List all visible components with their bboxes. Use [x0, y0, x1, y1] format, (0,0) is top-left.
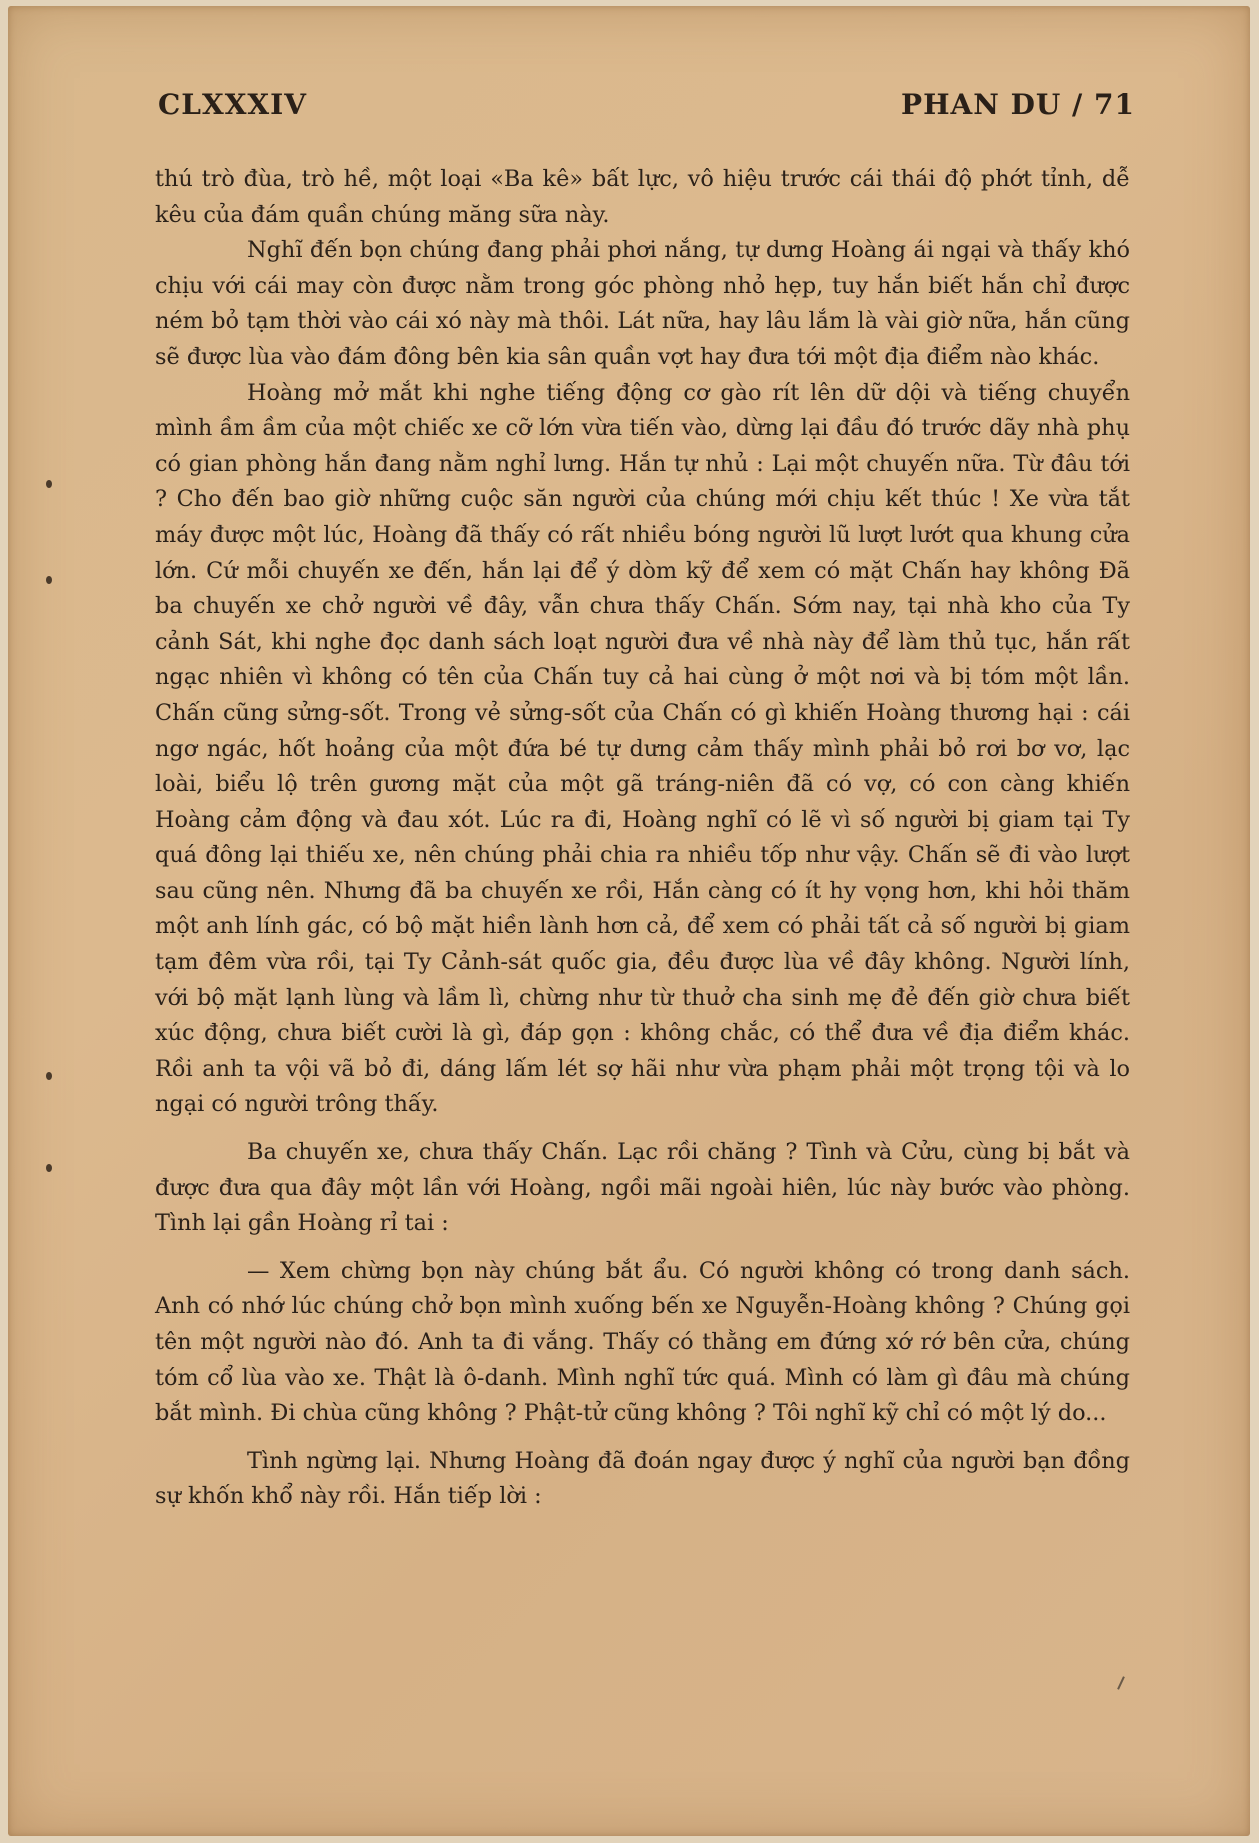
paragraph: Nghĩ đến bọn chúng đang phải phơi nắng, tự dưng Hoàng ái ngại và thấy khó chịu với cái may còn được nằm trong góc phòng nhỏ hẹp, tuy hắn biết hắn chỉ được ném bỏ tạm thời vào cái xó này mà thôi. Lát nữa, hay lâu lắm là vài giờ nữa, hắn cũng sẽ được lùa vào đám đông bên kia sân quần vợt hay đưa tới một địa điểm nào khác.	[155, 237, 1130, 370]
margin-mark	[46, 1072, 52, 1080]
body-text	[155, 162, 1130, 1515]
paragraph: thú trò đùa, trò hề, một loại «Ba kê» bất lực, vô hiệu trước cái thái độ phớt tỉnh, dễ kêu của đám quần chúng măng sữa này.	[155, 166, 1130, 228]
paragraph: — Xem chừng bọn này chúng bắt ẩu. Có người không có trong danh sách. Anh có nhớ lúc chúng chở bọn mình xuống bến xe Nguyễn-Hoàng không ? Chúng gọi tên một người nào đó. Anh ta đi vắng. Thấy có thằng em đứng xớ rớ bên cửa, chúng tóm cổ lùa vào xe. Thật là ô-danh. Mình nghĩ tức quá. Mình có làm gì đâu mà chúng bắt mình. Đi chùa cũng không ? Phật-tử cũng không ? Tôi nghĩ kỹ chỉ có một lý do...	[155, 1257, 1130, 1427]
margin-mark	[46, 480, 52, 488]
paragraph: Tình ngừng lại. Nhưng Hoàng đã đoán ngay được ý nghĩ của người bạn đồng sự khốn khổ này rồi. Hắn tiếp lời :	[155, 1447, 1130, 1510]
paragraph: Ba chuyến xe, chưa thấy Chấn. Lạc rồi chăng ? Tình và Cửu, cùng bị bắt và được đưa qua đây một lần với Hoàng, ngồi mãi ngoài hiên, lúc này bước vào phòng. Tình lại gần Hoàng rỉ tai :	[155, 1139, 1130, 1237]
page-header	[150, 88, 1135, 128]
margin-mark	[46, 1164, 52, 1172]
chapter-number: CLXXXIV	[158, 88, 307, 121]
pencil-mark	[1117, 1676, 1125, 1690]
paragraph: Hoàng mở mắt khi nghe tiếng động cơ gào rít lên dữ dội và tiếng chuyển mình ầm ầm của một chiếc xe cỡ lớn vừa tiến vào, dừng lại đầu đó trước dãy nhà phụ có gian phòng hắn đang nằm nghỉ lưng. Hắn tự nhủ : Lại một chuyến nữa. Từ đâu tới ? Cho đến bao giờ những cuộc săn người của chúng mới chịu kết thúc ! Xe vừa tắt máy được một lúc, Hoàng đã thấy có rất nhiều bóng người lũ lượt lướt qua khung cửa lớn. Cứ mỗi chuyến xe đến, hắn lại để ý dòm kỹ để xem có mặt Chấn hay không Đã ba chuyến xe chở người về đây, vẫn chưa thấy Chấn. Sớm nay, tại nhà kho của Ty cảnh Sát, khi nghe đọc danh sách loạt người đưa về nhà này để làm thủ tục, hắn rất ngạc nhiên vì không có tên của Chấn tuy cả hai cùng ở một nơi và bị tóm một lần. Chấn cũng sửng-sốt. Trong vẻ sửng-sốt của Chấn có gì khiến Hoàng thương hại : cái ngơ ngác, hốt hoảng của một đứa bé tự dưng cảm thấy mình phải bỏ rơi bơ vơ, lạc loài, biểu lộ trên gương mặt của một gã tráng-niên đã có vợ, có con càng khiến Hoàng cảm động và đau xót. Lúc ra đi, Hoàng nghĩ có lẽ vì số người bị giam tại Ty quá đông lại thiếu xe, nên chúng phải chia ra nhiều tốp như vậy. Chấn sẽ đi vào lượt sau cũng nên. Nhưng đã ba chuyến xe rồi, Hắn càng có ít hy vọng hơn, khi hỏi thăm một anh lính gác, có bộ mặt hiền lành hơn cả, để xem có phải tất cả số người bị giam tạm đêm vừa rồi, tại Ty Cảnh-sát quốc gia, đều được lùa về đây không. Người lính, với bộ mặt lạnh lùng và lầm lì, chừng như từ thuở cha sinh mẹ đẻ đến giờ chưa biết xúc động, chưa biết cười là gì, đáp gọn : không chắc, có thể đưa về địa điểm khác. Rồi anh ta vội vã bỏ đi, dáng lấm lét sợ hãi như vừa phạm phải một trọng tội và lo ngại có người trông thấy.	[155, 379, 1130, 1118]
running-title: PHAN DU / 71	[901, 88, 1135, 121]
margin-mark	[46, 576, 52, 584]
